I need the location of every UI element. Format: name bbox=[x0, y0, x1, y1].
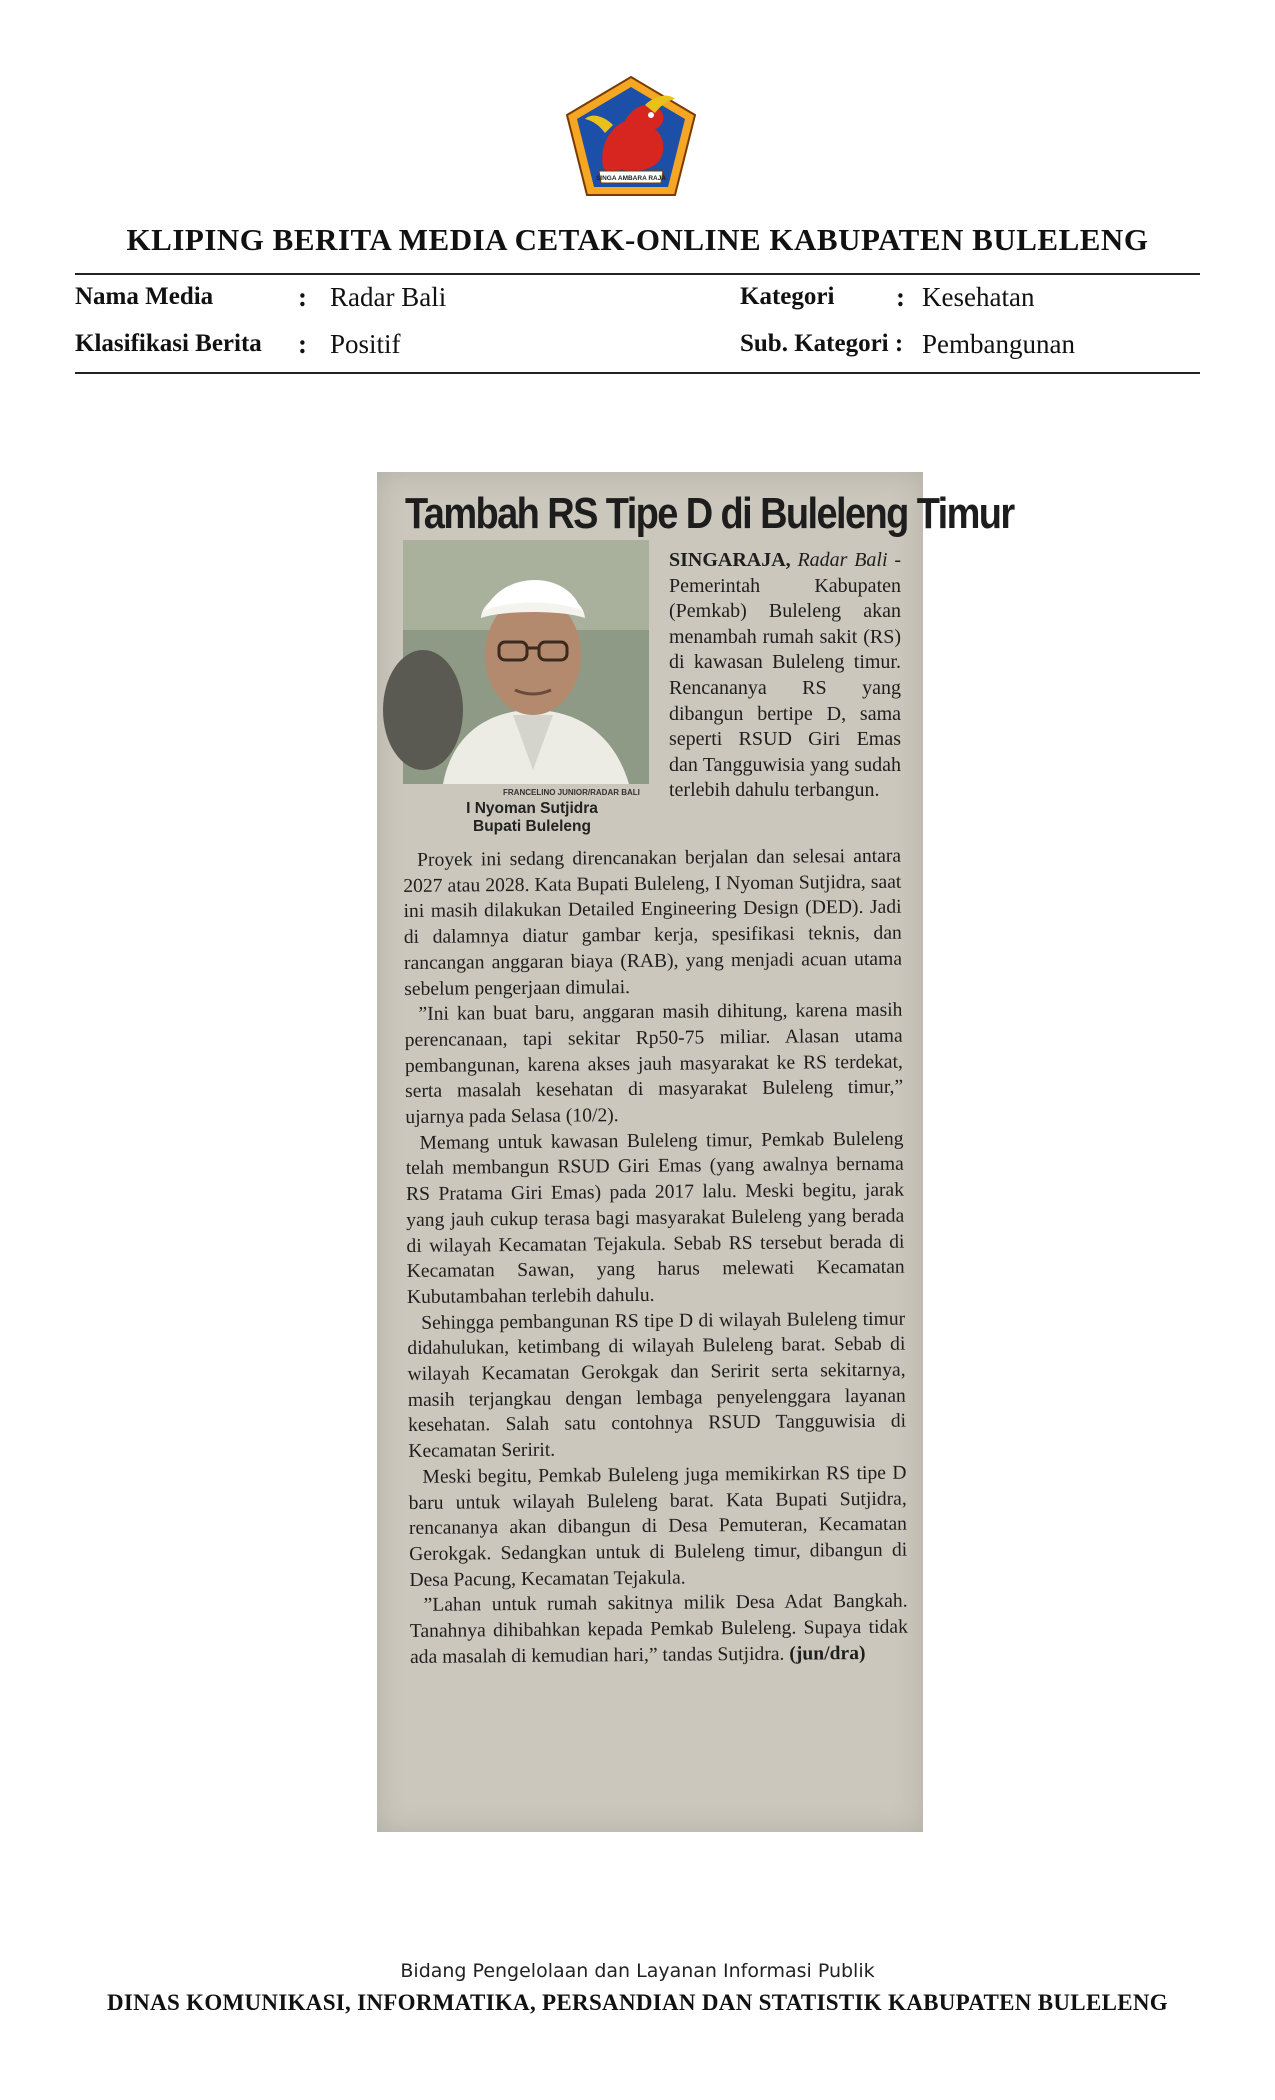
top-divider bbox=[75, 273, 1200, 275]
article-headline: Tambah RS Tipe D di Buleleng Timur bbox=[405, 490, 1014, 539]
media-value: Radar Bali bbox=[330, 282, 447, 312]
svg-text:SINGA AMBARA RAJA: SINGA AMBARA RAJA bbox=[595, 175, 667, 182]
buleleng-coat-of-arms-logo bbox=[563, 75, 699, 199]
article-paragraph: Memang untuk kawasan Buleleng timur, Pemkab Buleleng telah membangun RSUD Giri Emas (yang awalnya bernama RS Pratama Giri Emas) pada 2017 lalu. Meski begitu, jarak yang jauh cukup terasa bagi masyarakat Buleleng yang berada di wilayah Kecamatan Tejakula. Sebab RS tersebut berada di Kecamatan Sawan, yang harus melewati Kecamatan Kubutambahan terlebih dahulu. bbox=[405, 1128, 905, 1308]
article-source: Radar Bali bbox=[797, 549, 888, 571]
media-colon: : bbox=[298, 282, 307, 312]
klasifikasi-value: Positif bbox=[330, 329, 401, 359]
article-paragraph-text: ”Lahan untuk rumah sakitnya milik Desa Adat Bangkah. Tanahnya dihibahkan kepada Pemkab Buleleng. Supaya tidak ada masalah di kemudian hari,” tandas Sutjidra. bbox=[409, 1591, 908, 1668]
article-body bbox=[403, 844, 908, 1671]
article-signature: (jun/dra) bbox=[789, 1642, 866, 1665]
sub-kategori-label: Sub. Kategori : bbox=[740, 330, 904, 357]
article-paragraph: Proyek ini sedang direncanakan berjalan dan selesai antara 2027 atau 2028. Kata Bupati Buleleng, I Nyoman Sutjidra, saat ini masih dilakukan Detailed Engineering Design (DED). Jadi di dalamnya diatur gambar kerja, spesifikasi teknis, dan rancangan anggaran biaya (RAB), yang menjadi acuan utama sebelum pengerjaan dimulai. bbox=[403, 845, 903, 1000]
bottom-divider bbox=[75, 372, 1200, 374]
kategori-colon: : bbox=[896, 282, 905, 312]
article-photo bbox=[403, 540, 649, 784]
kategori-label: Kategori bbox=[740, 283, 835, 310]
document-title: KLIPING BERITA MEDIA CETAK-ONLINE KABUPATEN BULELENG bbox=[126, 222, 1149, 257]
article-dateline: SINGARAJA, bbox=[669, 549, 791, 571]
newspaper-clipping bbox=[377, 472, 1014, 1832]
footer-subtitle: Bidang Pengelolaan dan Layanan Informasi Publik bbox=[400, 1960, 875, 1982]
article-paragraph: Sehingga pembangunan RS tipe D di wilayah Buleleng timur didahulukan, ketimbang di wilayah Buleleng barat. Sebab di wilayah Kecamatan Gerokgak dan Seririt serta sekitarnya, masih terjangkau dengan lembaga penyelenggara layanan kesehatan. Salah satu contohnya RSUD Tangguwisia di Kecamatan Seririt. bbox=[407, 1308, 907, 1463]
article-paragraph: ”Ini kan buat baru, anggaran masih dihitung, karena masih perencanaan, tapi sekitar Rp50-75 miliar. Alasan utama pembangunan, karena akses jauh masyarakat ke RS terdekat, serta masalah kesehatan di masyarakat Buleleng timur,” ujarnya pada Selasa (10/2). bbox=[404, 999, 904, 1129]
kategori-value: Kesehatan bbox=[922, 282, 1035, 312]
klasifikasi-colon: : bbox=[298, 329, 307, 359]
photo-credit: FRANCELINO JUNIOR/RADAR BALI bbox=[503, 788, 640, 797]
portrait-image bbox=[403, 540, 649, 784]
article-lead bbox=[669, 548, 901, 804]
caption-name: I Nyoman Sutjidra bbox=[466, 800, 598, 817]
caption-role: Bupati Buleleng bbox=[473, 818, 591, 835]
photo-caption bbox=[437, 800, 627, 836]
media-label: Nama Media bbox=[75, 283, 214, 310]
article-paragraph: Meski begitu, Pemkab Buleleng juga memikirkan RS tipe D baru untuk wilayah Buleleng barat. Kata Bupati Sutjidra, rencananya akan dibangun di Desa Pemuteran, Kecamatan Gerokgak. Sedangkan untuk di Buleleng timur, dibangun di Desa Pacung, Kecamatan Tejakula. bbox=[408, 1462, 908, 1591]
klasifikasi-label: Klasifikasi Berita bbox=[75, 330, 262, 357]
article-paragraph-last bbox=[410, 1589, 909, 1670]
sub-kategori-value: Pembangunan bbox=[922, 329, 1075, 359]
footer-agency: DINAS KOMUNIKASI, INFORMATIKA, PERSANDIAN DAN STATISTIK KABUPATEN BULELENG bbox=[107, 1990, 1168, 2015]
article-lead-text: - Pemerintah Kabupaten (Pemkab) Buleleng akan menambah rumah sakit (RS) di kawasan Buleleng timur. Rencananya RS yang dibangun bertipe D, sama seperti RSUD Giri Emas dan Tangguwisia yang sudah terlebih dahulu terbangun. bbox=[669, 549, 901, 802]
